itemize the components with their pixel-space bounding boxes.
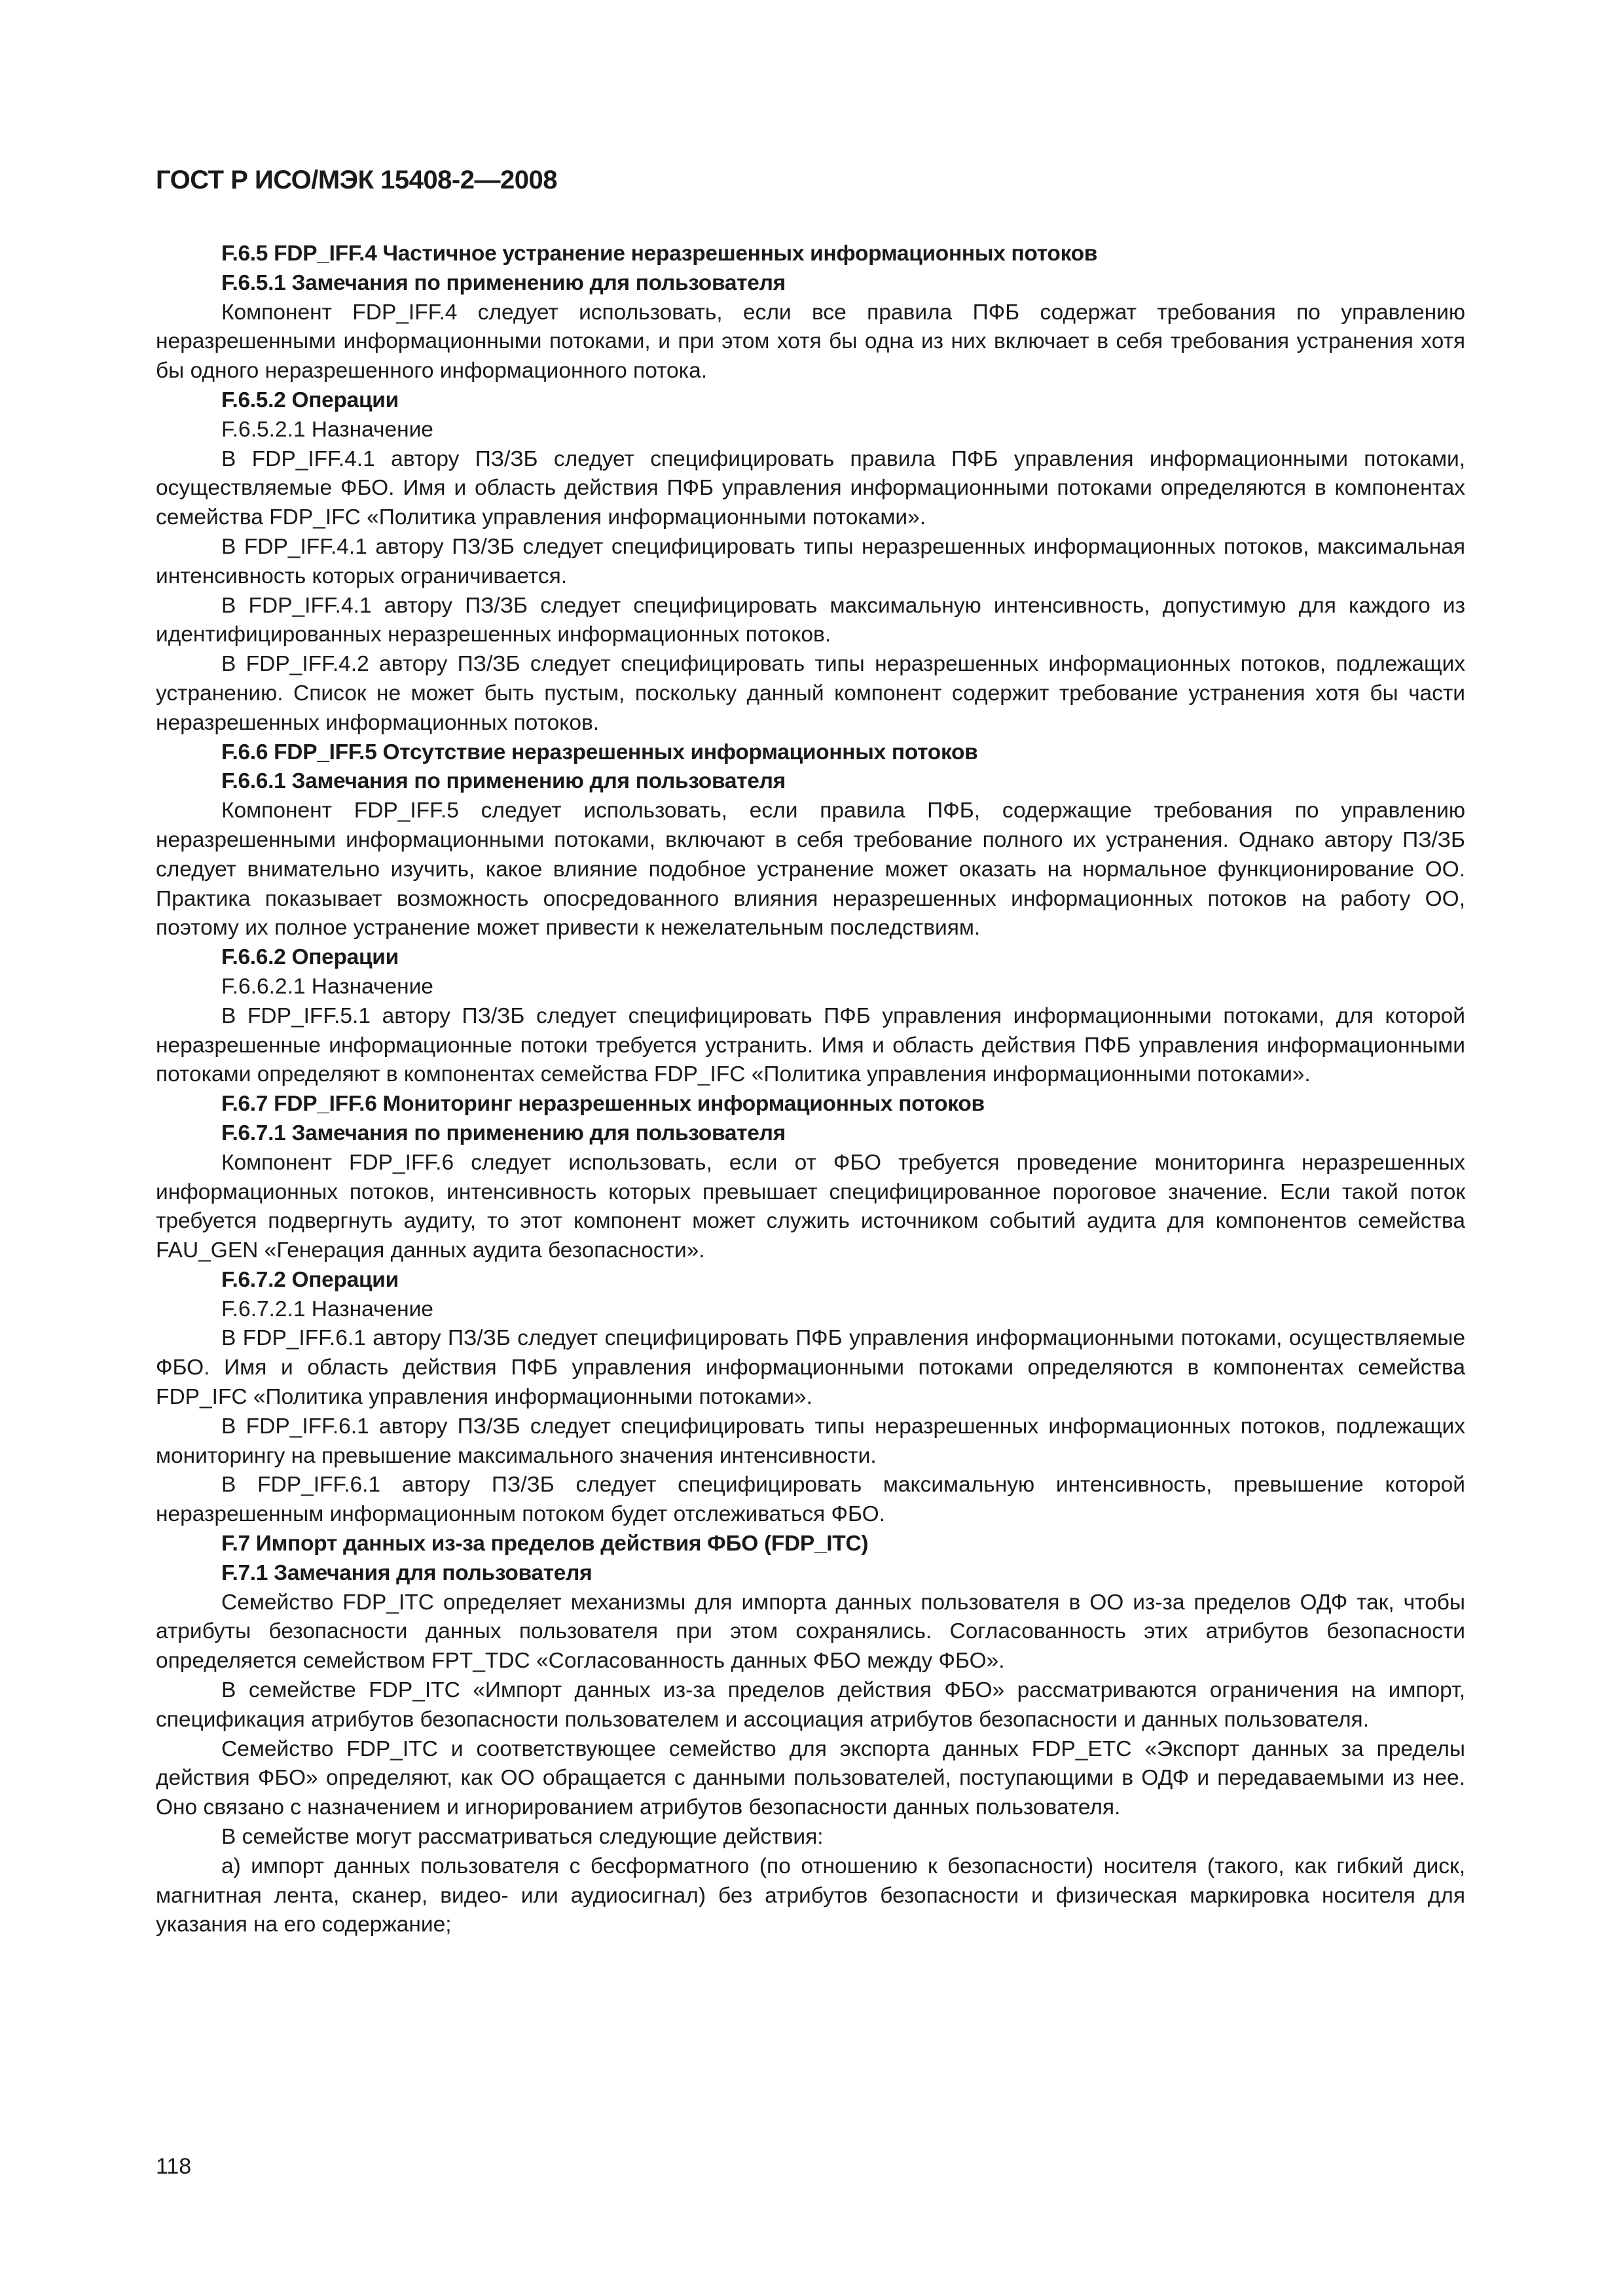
clause-label: F.6.5.2.1 Назначение <box>221 417 433 442</box>
subsection-heading: F.6.5.2 Операции <box>221 387 399 412</box>
section-heading: F.6.5 FDP_IFF.4 Частичное устранение неразрешенных информационных потоков <box>221 242 1098 266</box>
body-paragraph: В FDP_IFF.6.1 автору ПЗ/ЗБ следует специфицировать ПФБ управления информационными потоками, осуществляемые ФБО. Имя и область действия ПФБ управления информационными потоками определяются в компонентах семейства FDP_IFC «Политика управления информационными потоками». <box>156 1326 1465 1410</box>
body-paragraph: Компонент FDP_IFF.6 следует использовать, если от ФБО требуется проведение мониторинга неразрешенных информационных потоков, интенсивность которых превышает специфицированное пороговое значение. Если такой поток требуется подвергнуть аудиту, то этот компонент может служить источником событий аудита для компонентов семейства FAU_GEN «Генерация данных аудита безопасности». <box>156 1150 1465 1263</box>
body-paragraph: В FDP_IFF.4.1 автору ПЗ/ЗБ следует специфицировать правила ПФБ управления информационными потоками, осуществляемые ФБО. Имя и область действия ПФБ управления информационными потоками определяются в компонентах семейства FDP_IFC «Политика управления информационными потоками». <box>156 446 1465 530</box>
subsection-heading: F.6.6.1 Замечания по применению для пользователя <box>221 769 786 794</box>
body-paragraph: Компонент FDP_IFF.4 следует использовать, если все правила ПФБ содержат требования по управлению неразрешенными информационными потоками, и при этом хотя бы одна из них включает в себя требования устранения хотя бы одного неразрешенного информационного потока. <box>156 300 1465 384</box>
subsection-heading: F.6.7.2 Операции <box>221 1267 399 1292</box>
list-item: а) импорт данных пользователя с бесформатного (по отношению к безопасности) носителя (такого, как гибкий диск, магнитная лента, сканер, видео- или аудиосигнал) без атрибутов безопасности и физическая маркировка носителя для указания на его содержание; <box>156 1854 1465 1937</box>
body-paragraph: Компонент FDP_IFF.5 следует использовать, если правила ПФБ, содержащие требования по управлению неразрешенными информационными потоками, включают в себя требование полного их устранения. Однако автору ПЗ/ЗБ следует внимательно изучить, какое влияние подобное устранение может оказать на нормальное функционирование ОО. Практика показывает возможность опосредованного влияния неразрешенных информационных потоков на работу ОО, поэтому их полное устранение может привести к нежелательным последствиям. <box>156 798 1465 941</box>
body-paragraph: В FDP_IFF.5.1 автору ПЗ/ЗБ следует специфицировать ПФБ управления информационными потоками, для которой неразрешенные информационные потоки требуется устранить. Имя и область действия ПФБ управления информационными потоками определяют в компонентах семейства FDP_IFC «Политика управления информационными потоками». <box>156 1003 1465 1087</box>
body-paragraph: В FDP_IFF.4.1 автору ПЗ/ЗБ следует специфицировать типы неразрешенных информационных потоков, максимальная интенсивность которых ограничивается. <box>156 534 1465 588</box>
subsection-heading: F.6.7.1 Замечания по применению для пользователя <box>221 1121 786 1145</box>
document-body <box>156 240 1465 1940</box>
subsection-heading: F.6.5.1 Замечания по применению для пользователя <box>221 270 786 295</box>
subsection-heading: F.7.1 Замечания для пользователя <box>221 1560 593 1585</box>
clause-label: F.6.6.2.1 Назначение <box>221 974 433 999</box>
body-paragraph: Семейство FDP_ITC и соответствующее семейство для экспорта данных FDP_ETC «Экспорт данных за пределы действия ФБО» определяют, как ОО обращается с данными пользователей, поступающими в ОДФ и передаваемыми из нее. Оно связано с назначением и игнорированием атрибутов безопасности данных пользователя. <box>156 1736 1465 1820</box>
body-paragraph: В FDP_IFF.4.2 автору ПЗ/ЗБ следует специфицировать типы неразрешенных информационных потоков, подлежащих устранению. Список не может быть пустым, поскольку данный компонент содержит требование устранения хотя бы части неразрешенных информационных потоков. <box>156 652 1465 735</box>
body-paragraph: В семействе могут рассматриваться следующие действия: <box>221 1825 824 1850</box>
page-number: 118 <box>156 2154 192 2179</box>
clause-label: F.6.7.2.1 Назначение <box>221 1297 433 1321</box>
body-paragraph: В FDP_IFF.6.1 автору ПЗ/ЗБ следует специфицировать типы неразрешенных информационных потоков, подлежащих мониторингу на превышение максимального значения интенсивности. <box>156 1414 1465 1468</box>
section-heading: F.7 Импорт данных из-за пределов действия ФБО (FDP_ITC) <box>221 1532 869 1556</box>
subsection-heading: F.6.6.2 Операции <box>221 945 399 970</box>
document-header: ГОСТ Р ИСО/МЭК 15408-2—2008 <box>156 166 557 194</box>
section-heading: F.6.6 FDP_IFF.5 Отсутствие неразрешенных информационных потоков <box>221 740 978 764</box>
section-heading: F.6.7 FDP_IFF.6 Мониторинг неразрешенных информационных потоков <box>221 1092 985 1117</box>
body-paragraph: В семействе FDP_ITC «Импорт данных из-за пределов действия ФБО» рассматриваются ограничения на импорт, спецификация атрибутов безопасности пользователем и ассоциация атрибутов безопасности и данных пользователя. <box>156 1678 1465 1732</box>
body-paragraph: Семейство FDP_ITC определяет механизмы для импорта данных пользователя в ОО из-за пределов ОДФ так, чтобы атрибуты безопасности данных пользователя при этом сохранялись. Согласованность этих атрибутов безопасности определяется семейством FPT_TDC «Согласованность данных ФБО между ФБО». <box>156 1590 1465 1674</box>
body-paragraph: В FDP_IFF.4.1 автору ПЗ/ЗБ следует специфицировать максимальную интенсивность, допустимую для каждого из идентифицированных неразрешенных информационных потоков. <box>156 593 1465 647</box>
body-paragraph: В FDP_IFF.6.1 автору ПЗ/ЗБ следует специфицировать максимальную интенсивность, превышение которой неразрешенным информационным потоком будет отслеживаться ФБО. <box>156 1473 1465 1527</box>
